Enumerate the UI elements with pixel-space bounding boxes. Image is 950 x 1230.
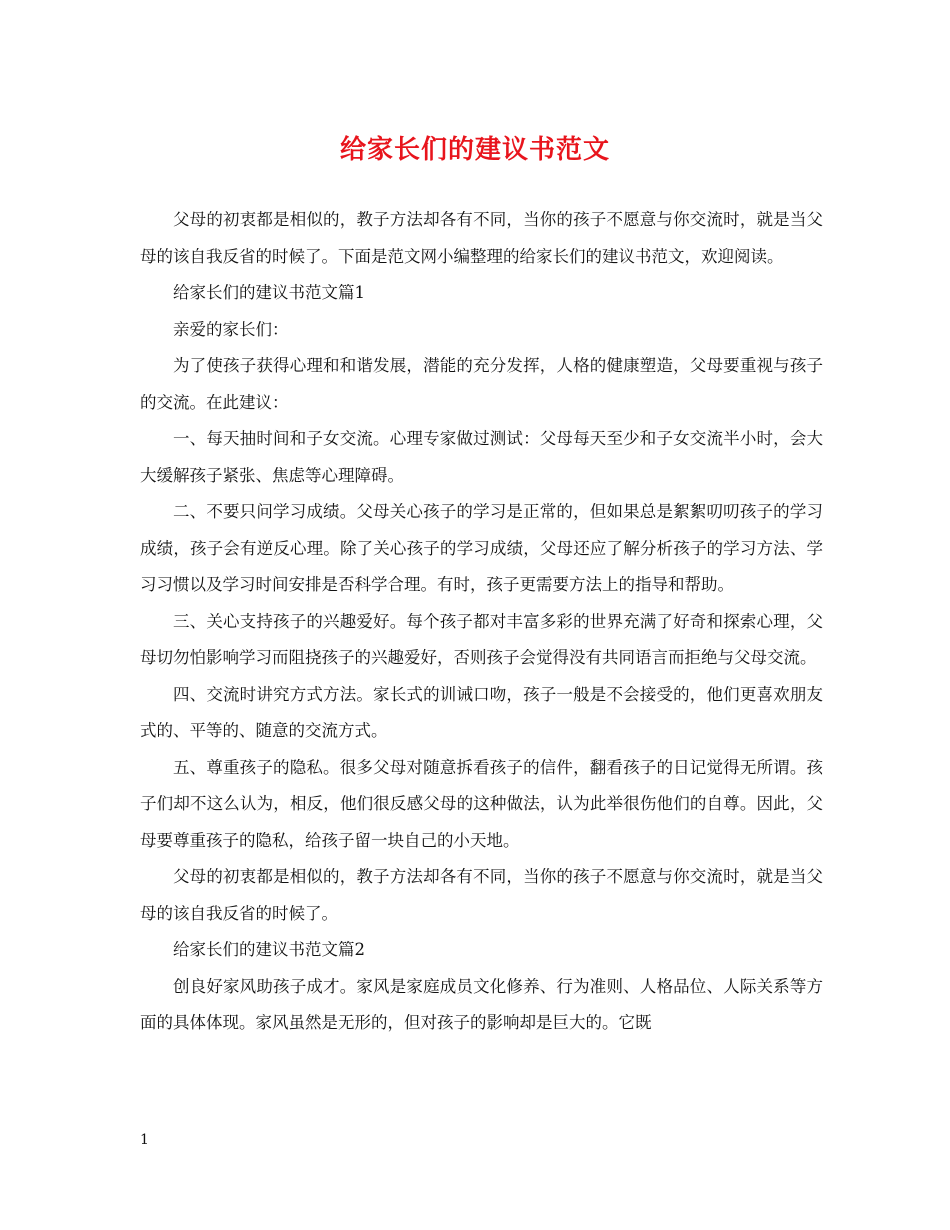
suggestion-4: 四、交流时讲究方式方法。家长式的训诫口吻，孩子一般是不会接受的，他们更喜欢朋友式的、平等的、随意的交流方式。 (140, 684, 823, 740)
document-body (140, 202, 823, 1042)
paragraph-closing: 父母的初衷都是相似的，教子方法却各有不同，当你的孩子不愿意与你交流时，就是当父母的该自我反省的时候了。 (140, 867, 823, 923)
suggestion-1: 一、每天抽时间和子女交流。心理专家做过测试：父母每天至少和子女交流半小时，会大大缓解孩子紧张、焦虑等心理障碍。 (140, 429, 823, 485)
suggestion-5: 五、尊重孩子的隐私。很多父母对随意拆看孩子的信件，翻看孩子的日记觉得无所谓。孩子们却不这么认为，相反，他们很反感父母的这种做法，认为此举很伤他们的自尊。因此，父母要尊重孩子的隐私，给孩子留一块自己的小天地。 (140, 757, 823, 850)
suggestion-3: 三、关心支持孩子的兴趣爱好。每个孩子都对丰富多彩的世界充满了好奇和探索心理，父母切勿怕影响学习而阻挠孩子的兴趣爱好，否则孩子会觉得没有共同语言而拒绝与父母交流。 (140, 611, 823, 667)
paragraph: 为了使孩子获得心理和和谐发展，潜能的充分发挥，人格的健康塑造，父母要重视与孩子的交流。在此建议： (140, 356, 823, 412)
document-title: 给家长们的建议书范文 (339, 135, 610, 165)
salutation: 亲爱的家长们： (173, 319, 289, 339)
page-number: 1 (140, 1132, 149, 1148)
section-heading-2: 给家长们的建议书范文篇2 (173, 940, 365, 959)
suggestion-2: 二、不要只问学习成绩。父母关心孩子的学习是正常的，但如果总是絮絮叨叨孩子的学习成绩，孩子会有逆反心理。除了关心孩子的学习成绩，父母还应了解分析孩子的学习方法、学习习惯以及学习时间安排是否科学合理。有时，孩子更需要方法上的指导和帮助。 (140, 502, 823, 594)
section-heading-1: 给家长们的建议书范文篇1 (173, 283, 365, 302)
paragraph-intro: 父母的初衷都是相似的，教子方法却各有不同，当你的孩子不愿意与你交流时，就是当父母的该自我反省的时候了。下面是范文网小编整理的给家长们的建议书范文，欢迎阅读。 (140, 210, 823, 266)
paragraph: 创良好家风助孩子成才。家风是家庭成员文化修养、行为准则、人格品位、人际关系等方面的具体体现。家风虽然是无形的，但对孩子的影响却是巨大的。它既 (140, 976, 823, 1032)
